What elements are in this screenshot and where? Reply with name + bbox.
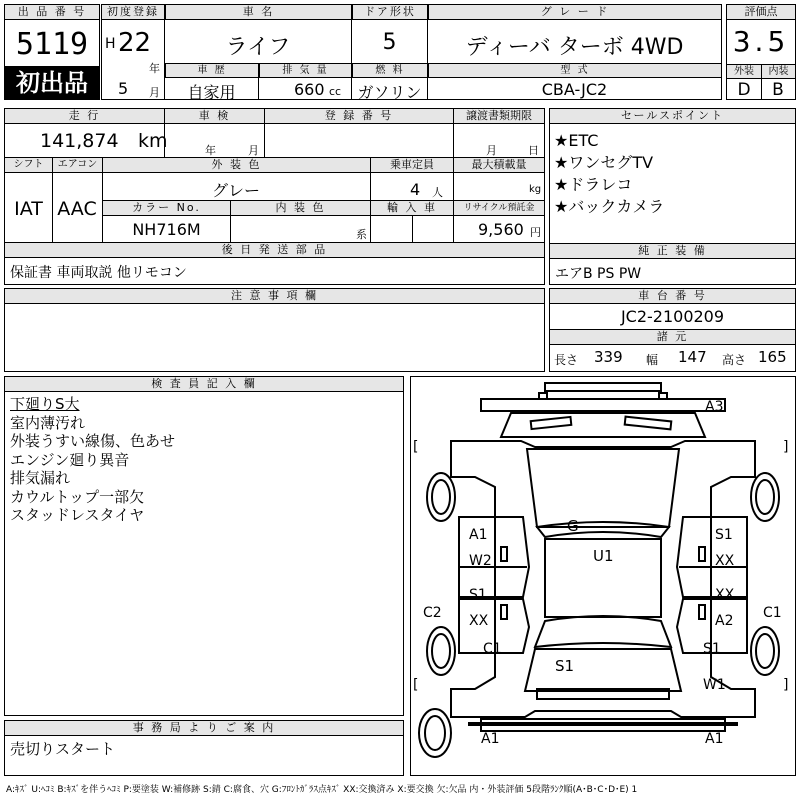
chassis-box <box>549 288 796 372</box>
model-label: 型 式 <box>428 64 721 78</box>
inspector-note: 室内薄汚れ <box>10 413 86 432</box>
month-unit: 月 <box>149 86 160 99</box>
sales-point: ★バックカメラ <box>554 197 665 216</box>
damage-mark: W1 <box>703 677 726 693</box>
grade: ディーバ ターボ 4WD <box>465 35 684 60</box>
transfer-doc-label: 譲渡書類期限 <box>453 109 544 124</box>
damage-mark: C1 <box>483 641 502 657</box>
import-label: 輸 入 車 <box>370 201 453 216</box>
reg-year: 22 <box>118 28 152 58</box>
int-color-label: 内 装 色 <box>230 201 370 216</box>
inspector-note: カウルトップ一部欠 <box>10 487 145 506</box>
damage-mark: A1 <box>469 527 488 543</box>
inspector-notes-list <box>10 395 175 525</box>
damage-mark: U1 <box>593 547 614 565</box>
lot-number: 5119 <box>15 27 89 62</box>
mileage-unit: km <box>138 130 168 152</box>
displacement-label: 排 気 量 <box>259 64 351 78</box>
transfer-month-unit: 月 <box>486 144 497 157</box>
mileage-label: 走 行 <box>5 109 164 124</box>
year-unit: 年 <box>149 62 160 75</box>
damage-mark: A1 <box>705 731 724 747</box>
shift-label: シフト <box>5 158 52 173</box>
exterior-label: 外装 <box>727 65 761 79</box>
first-reg-label: 初度登録 <box>102 5 164 20</box>
inspector-note: エンジン廻り異音 <box>10 450 130 469</box>
displacement-unit: cc <box>329 85 342 98</box>
mileage: 141,874 <box>40 130 119 152</box>
grade-label: グ レ ー ド <box>428 5 721 20</box>
damage-mark: XX <box>469 613 489 629</box>
sales-points-list <box>554 130 664 218</box>
width-label: 幅 <box>646 353 659 367</box>
recycle-unit: 円 <box>530 226 541 239</box>
fuel: ガソリン <box>357 83 422 102</box>
car-name-label: 車 名 <box>165 5 351 20</box>
damage-mark: S1 <box>703 641 721 657</box>
genuine-equipment: エアB PS PW <box>555 266 642 282</box>
notes-box <box>4 288 545 372</box>
capacity-label: 乗車定員 <box>370 158 453 173</box>
damage-mark: W2 <box>469 553 492 569</box>
fuel-label: 燃 料 <box>352 64 427 78</box>
inspection-year-unit: 年 <box>205 144 216 157</box>
score-box <box>726 4 796 100</box>
history: 自家用 <box>187 83 236 102</box>
transfer-day-unit: 日 <box>528 144 539 157</box>
shift: IAT <box>14 198 43 220</box>
ext-color: グレー <box>211 181 260 200</box>
inspector-note: 外装うすい線傷、色あせ <box>10 432 176 450</box>
sales-point: ★ETC <box>554 131 599 150</box>
ac: AAC <box>57 198 97 220</box>
inspector-note: 下廻りS大 <box>10 395 80 413</box>
era: H <box>105 36 116 52</box>
legend: A:ｷｽﾞ U:ﾍｺﾐ B:ｷｽﾞを伴うﾍｺﾐ P:要塗装 W:補修跡 S:錆 C:腐食、穴 G:ﾌﾛﾝﾄｶﾞﾗｽ点ｷｽﾞ XX:交換済み X:要交換 欠:欠品 内・外装評価 5段階ﾗﾝｸ順(A･B･C･D･E) 1 <box>6 785 638 795</box>
sales-points-box <box>549 108 796 285</box>
damage-mark: G <box>567 517 579 535</box>
interior-grade: B <box>772 80 784 100</box>
damage-mark: C2 <box>423 605 442 621</box>
max-load-unit: kg <box>529 184 542 195</box>
bracket: [ <box>413 677 419 693</box>
max-load-label: 最大積載量 <box>453 158 544 173</box>
width: 147 <box>678 348 707 366</box>
inspection-label: 車 検 <box>164 109 264 124</box>
recycle-amount: 9,560 <box>478 220 524 239</box>
later-parts: 保証書 車両取説 他リモコン <box>10 265 187 281</box>
damage-mark: S1 <box>715 527 733 543</box>
bracket: ] <box>783 439 789 455</box>
sales-point: ★ワンセグTV <box>554 153 654 172</box>
door-type-label: ドア形状 <box>352 5 427 20</box>
height: 165 <box>758 348 787 366</box>
score: 3.5 <box>732 25 790 58</box>
inspector-notes-label: 検 査 員 記 入 欄 <box>5 377 403 392</box>
damage-mark: A3 <box>705 399 724 415</box>
length: 339 <box>594 348 623 366</box>
damage-mark: C1 <box>763 605 782 621</box>
lot-number-label: 出 品 番 号 <box>5 5 99 20</box>
chassis-label: 車 台 番 号 <box>550 289 795 304</box>
sales-points-label: セールスポイント <box>550 109 795 124</box>
recycle-label: リサイクル預託金 <box>453 201 544 216</box>
int-color-unit: 系 <box>356 228 367 241</box>
score-label: 評価点 <box>727 5 795 20</box>
damage-mark: A1 <box>481 731 500 747</box>
color-no: NH716M <box>132 220 201 239</box>
inspector-note: 排気漏れ <box>10 469 71 487</box>
bracket: [ <box>413 439 419 455</box>
inspection-month-unit: 月 <box>248 144 259 157</box>
ac-label: エアコン <box>52 158 102 173</box>
damage-mark: XX <box>715 553 735 569</box>
door-type: 5 <box>382 30 397 55</box>
capacity: 4 <box>410 180 421 199</box>
car-diagram <box>410 376 796 776</box>
later-parts-label: 後 日 発 送 部 品 <box>5 243 544 258</box>
office-notes-label: 事 務 局 よ り ご 案 内 <box>5 721 403 736</box>
model: CBA-JC2 <box>541 80 608 99</box>
sales-point: ★ドラレコ <box>554 175 633 194</box>
genuine-equipment-label: 純 正 装 備 <box>550 244 795 259</box>
interior-label: 内装 <box>761 65 795 79</box>
car-name: ライフ <box>225 35 291 60</box>
damage-mark: XX <box>715 587 735 603</box>
chassis-number: JC2-2100209 <box>620 307 725 326</box>
inspector-note: スタッドレスタイヤ <box>10 506 145 524</box>
ext-color-label: 外 装 色 <box>102 158 370 173</box>
damage-mark: S1 <box>469 587 487 603</box>
capacity-unit: 人 <box>432 186 443 199</box>
color-no-label: カラー No. <box>103 201 230 216</box>
office-note: 売切りスタート <box>10 740 116 758</box>
length-label: 長さ <box>554 353 579 367</box>
history-label: 車 歴 <box>165 64 258 78</box>
car-outline-svg <box>411 377 795 775</box>
damage-mark: A2 <box>715 613 734 629</box>
plate-label: 登 録 番 号 <box>264 109 453 124</box>
damage-mark: S1 <box>555 657 575 675</box>
inspector-notes-box <box>4 376 404 716</box>
height-label: 高さ <box>722 353 747 367</box>
displacement: 660 <box>294 80 325 99</box>
notes-label: 注 意 事 項 欄 <box>5 289 544 304</box>
reg-month: 5 <box>118 79 129 98</box>
specs-label: 諸 元 <box>550 330 795 345</box>
first-listing-badge: 初出品 <box>4 66 100 100</box>
exterior-grade: D <box>737 80 751 100</box>
bracket: ] <box>783 677 789 693</box>
office-notes-box <box>4 720 404 776</box>
